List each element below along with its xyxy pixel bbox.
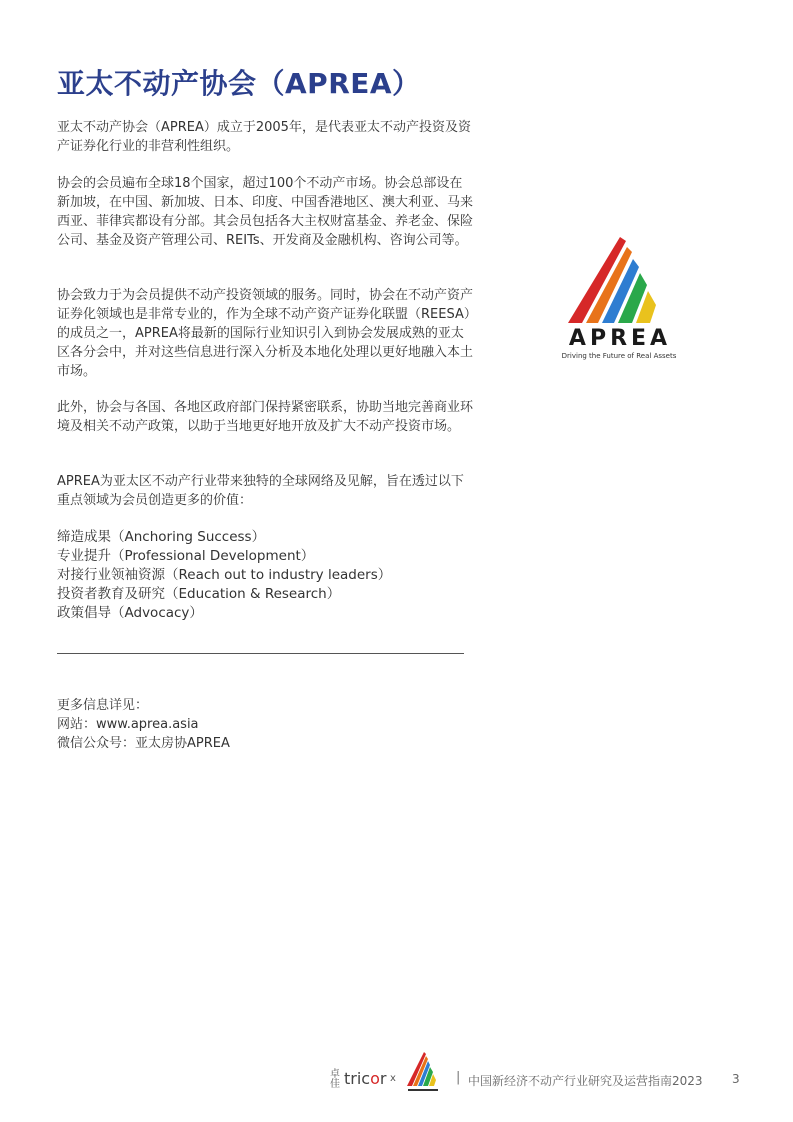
footer-document-title: 中国新经济不动产行业研究及运营指南2023 (468, 1074, 703, 1088)
focus-areas-list (57, 528, 391, 623)
page-number: 3 (732, 1072, 740, 1086)
list-item: 政策倡导（Advocacy） (57, 605, 203, 621)
page-footer (0, 1066, 793, 1098)
tricor-logo: tricor (344, 1069, 387, 1088)
website-link[interactable]: 网站：www.aprea.asia (57, 717, 199, 732)
list-item: 缔造成果（Anchoring Success） (57, 529, 266, 545)
value-paragraph: APREA为亚太区不动产行业带来独特的全球网络及见解，旨在透过以下重点领域为会员创造更多的价值： (57, 474, 464, 508)
wechat-account: 微信公众号：亚太房协APREA (57, 736, 230, 751)
contact-info (57, 696, 230, 753)
intro-paragraph: 亚太不动产协会（APREA）成立于2005年，是代表亚太不动产投资及资产证券化行业的非营利性组织。 (57, 120, 471, 154)
logo-wordmark: APREA (568, 326, 672, 351)
membership-paragraph: 协会的会员遍布全球18个国家，超过100个不动产市场。协会总部设在新加坡，在中国、新加坡、日本、印度、中国香港地区、澳大利亚、马来西亚、菲律宾都设有分部。其会员包括各大主权财富基金、养老金、保险公司、基金及资产管理公司、REITs、开发商及金融机构、咨询公司等。 (57, 176, 474, 248)
government-paragraph: 此外，协会与各国、各地区政府部门保持紧密联系，协助当地完善商业环境及相关不动产政策，以助于当地更好地开放及扩大不动产投资市场。 (57, 400, 474, 434)
tricor-chinese-mark: 卓佳 (330, 1069, 340, 1090)
logo-tagline: Driving the Future of Real Assets (561, 352, 677, 360)
aprea-mini-logo-icon (404, 1052, 444, 1096)
list-item: 投资者教育及研究（Education & Research） (57, 586, 341, 602)
footer-separator: | (456, 1070, 461, 1085)
page-title: 亚太不动产协会（APREA） (57, 67, 421, 100)
contact-heading: 更多信息详见： (57, 698, 149, 713)
footer-x-mark: x (390, 1073, 396, 1084)
section-divider (57, 653, 464, 654)
services-paragraph: 协会致力于为会员提供不动产投资领域的服务。同时，协会在不动产资产证券化领域也是非常专业的，作为全球不动产资产证券化联盟（REESA）的成员之一，APREA将最新的国际行业知识引入到协会发展成熟的亚太区各分会中，并对这些信息进行深入分析及本地化处理以更好地融入本土市场。 (57, 288, 474, 379)
list-item: 对接行业领袖资源（Reach out to industry leaders） (57, 567, 392, 583)
list-item: 专业提升（Professional Development） (57, 548, 315, 564)
